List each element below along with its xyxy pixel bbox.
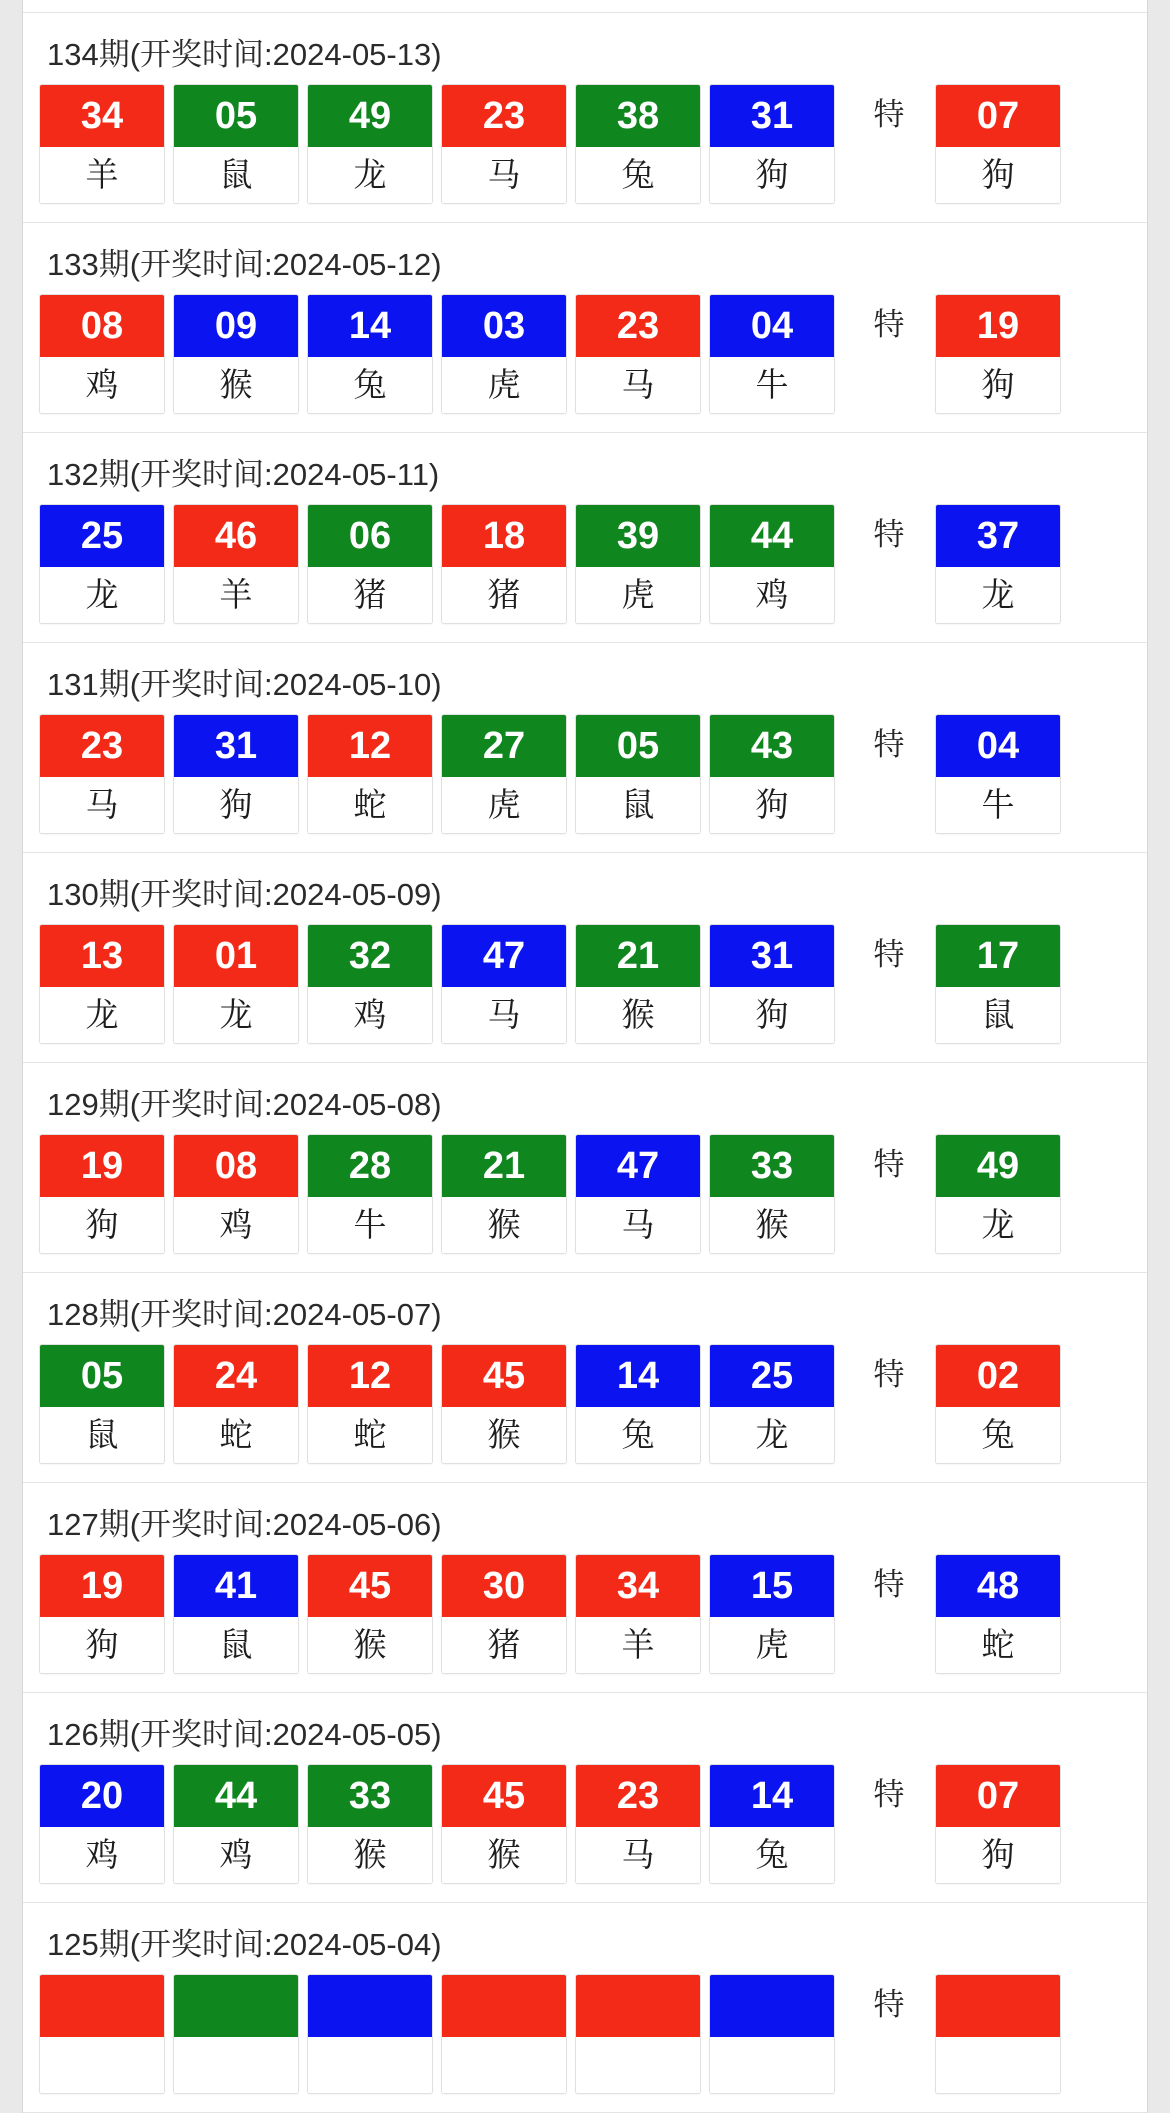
ball [39, 924, 165, 1044]
draw-numbers [23, 1974, 1147, 2112]
draw-row [23, 13, 1147, 223]
draw-header: 133期(开奖时间:2024-05-12) [47, 247, 442, 282]
ball [441, 924, 567, 1044]
draw-row [23, 433, 1147, 643]
ball [575, 1764, 701, 1884]
ball-number: 45 [308, 1555, 432, 1617]
special-label: 特 [873, 1357, 905, 1392]
ball-zodiac: 狗 [40, 1617, 164, 1673]
ball [39, 1134, 165, 1254]
ball-zodiac [174, 2037, 298, 2093]
ball [709, 504, 835, 624]
special-ball-zodiac: 兔 [936, 1407, 1060, 1463]
ball-number: 49 [308, 85, 432, 147]
ball-number: 45 [442, 1345, 566, 1407]
ball-zodiac: 羊 [576, 1617, 700, 1673]
draw-row [23, 1273, 1147, 1483]
ball-zodiac: 猴 [308, 1617, 432, 1673]
special-label: 特 [873, 727, 905, 762]
ball [709, 924, 835, 1044]
special-ball-zodiac: 狗 [936, 147, 1060, 203]
ball-number: 44 [174, 1765, 298, 1827]
ball [307, 1344, 433, 1464]
ball-number: 23 [40, 715, 164, 777]
ball [441, 1344, 567, 1464]
ball [709, 714, 835, 834]
ball-number: 31 [710, 85, 834, 147]
ball-number [174, 1975, 298, 2037]
draw-numbers [23, 924, 1147, 1062]
ball-zodiac: 鸡 [40, 357, 164, 413]
special-label: 特 [873, 1147, 905, 1182]
ball [709, 1974, 835, 2094]
ball-zodiac: 狗 [710, 777, 834, 833]
ball-zodiac: 狗 [174, 777, 298, 833]
ball [173, 1974, 299, 2094]
ball [307, 714, 433, 834]
draw-row [23, 1903, 1147, 2113]
special-ball [935, 1764, 1061, 1884]
special-ball-zodiac: 狗 [936, 357, 1060, 413]
ball-zodiac: 鸡 [174, 1827, 298, 1883]
ball-zodiac: 鼠 [40, 1407, 164, 1463]
ball-number: 23 [576, 295, 700, 357]
ball-zodiac: 鸡 [174, 1197, 298, 1253]
draw-numbers [23, 84, 1147, 222]
special-ball-number: 17 [936, 925, 1060, 987]
ball [709, 294, 835, 414]
ball [173, 1344, 299, 1464]
special-label: 特 [873, 307, 905, 342]
special-ball [935, 1344, 1061, 1464]
ball-zodiac [576, 2037, 700, 2093]
ball-number: 12 [308, 715, 432, 777]
special-ball [935, 1134, 1061, 1254]
ball-number: 21 [442, 1135, 566, 1197]
ball-zodiac: 兔 [710, 1827, 834, 1883]
ball-number: 23 [442, 85, 566, 147]
ball-number: 24 [174, 1345, 298, 1407]
ball-zodiac: 龙 [40, 987, 164, 1043]
ball-zodiac: 猪 [442, 1617, 566, 1673]
ball-number: 18 [442, 505, 566, 567]
ball-zodiac: 鼠 [576, 777, 700, 833]
special-ball-number: 07 [936, 1765, 1060, 1827]
ball-zodiac: 狗 [710, 987, 834, 1043]
ball [709, 1554, 835, 1674]
ball-zodiac: 马 [40, 777, 164, 833]
special-ball-zodiac: 狗 [936, 1827, 1060, 1883]
ball [39, 1764, 165, 1884]
ball-number: 47 [442, 925, 566, 987]
ball-number: 06 [308, 505, 432, 567]
sheet-top-divider [23, 0, 1147, 13]
ball [39, 294, 165, 414]
ball-number: 14 [710, 1765, 834, 1827]
draw-numbers [23, 294, 1147, 432]
ball-zodiac: 猪 [308, 567, 432, 623]
ball-zodiac: 兔 [576, 147, 700, 203]
ball [307, 84, 433, 204]
ball-zodiac: 猴 [308, 1827, 432, 1883]
draw-numbers [23, 1344, 1147, 1482]
ball-zodiac: 虎 [576, 567, 700, 623]
ball-zodiac: 虎 [710, 1617, 834, 1673]
ball-number: 08 [174, 1135, 298, 1197]
ball-zodiac: 马 [576, 1827, 700, 1883]
ball-number: 25 [710, 1345, 834, 1407]
ball [441, 1134, 567, 1254]
ball-zodiac: 蛇 [308, 1407, 432, 1463]
ball [709, 1134, 835, 1254]
draw-header: 125期(开奖时间:2024-05-04) [47, 1927, 442, 1962]
special-ball-zodiac: 龙 [936, 1197, 1060, 1253]
ball-zodiac: 龙 [174, 987, 298, 1043]
ball [307, 924, 433, 1044]
ball-number [40, 1975, 164, 2037]
draw-header: 128期(开奖时间:2024-05-07) [47, 1297, 442, 1332]
ball-number: 21 [576, 925, 700, 987]
ball-zodiac [40, 2037, 164, 2093]
special-ball [935, 294, 1061, 414]
ball [307, 504, 433, 624]
ball-zodiac: 猪 [442, 567, 566, 623]
ball [441, 84, 567, 204]
ball-zodiac: 鸡 [710, 567, 834, 623]
ball-number: 28 [308, 1135, 432, 1197]
special-ball [935, 84, 1061, 204]
ball-zodiac: 鸡 [308, 987, 432, 1043]
ball-number: 19 [40, 1135, 164, 1197]
ball-zodiac: 羊 [174, 567, 298, 623]
ball-zodiac: 牛 [710, 357, 834, 413]
ball [575, 1974, 701, 2094]
draw-numbers [23, 1554, 1147, 1692]
ball [575, 294, 701, 414]
special-ball [935, 1974, 1061, 2094]
ball [173, 714, 299, 834]
ball [307, 1764, 433, 1884]
special-ball [935, 924, 1061, 1044]
ball-zodiac: 兔 [576, 1407, 700, 1463]
ball-number [308, 1975, 432, 2037]
ball-zodiac: 猴 [174, 357, 298, 413]
ball-zodiac: 狗 [40, 1197, 164, 1253]
ball-zodiac: 龙 [40, 567, 164, 623]
ball-zodiac: 猴 [442, 1407, 566, 1463]
draw-row [23, 853, 1147, 1063]
special-ball-number: 04 [936, 715, 1060, 777]
special-ball [935, 714, 1061, 834]
ball [307, 1554, 433, 1674]
ball-zodiac: 虎 [442, 777, 566, 833]
ball-zodiac: 蛇 [174, 1407, 298, 1463]
ball-number: 39 [576, 505, 700, 567]
draw-header: 130期(开奖时间:2024-05-09) [47, 877, 442, 912]
draw-header: 126期(开奖时间:2024-05-05) [47, 1717, 442, 1752]
ball-number: 25 [40, 505, 164, 567]
ball [39, 504, 165, 624]
ball-number: 05 [174, 85, 298, 147]
draw-row [23, 1483, 1147, 1693]
ball-zodiac: 鼠 [174, 147, 298, 203]
ball-zodiac: 狗 [710, 147, 834, 203]
ball [441, 1554, 567, 1674]
draw-header: 129期(开奖时间:2024-05-08) [47, 1087, 442, 1122]
ball-number: 13 [40, 925, 164, 987]
ball-number: 43 [710, 715, 834, 777]
special-ball-number: 37 [936, 505, 1060, 567]
ball-number: 31 [710, 925, 834, 987]
ball-number: 27 [442, 715, 566, 777]
draw-row [23, 223, 1147, 433]
special-label: 特 [873, 97, 905, 132]
ball-number: 03 [442, 295, 566, 357]
ball [441, 504, 567, 624]
special-ball-zodiac: 牛 [936, 777, 1060, 833]
special-label: 特 [873, 1777, 905, 1812]
ball-zodiac: 蛇 [308, 777, 432, 833]
ball [173, 294, 299, 414]
ball-number: 14 [308, 295, 432, 357]
ball [307, 1974, 433, 2094]
ball-number: 34 [576, 1555, 700, 1617]
ball-zodiac [308, 2037, 432, 2093]
special-label: 特 [873, 1567, 905, 1602]
ball [575, 924, 701, 1044]
ball-number: 09 [174, 295, 298, 357]
special-ball-zodiac: 鼠 [936, 987, 1060, 1043]
ball [709, 84, 835, 204]
ball-zodiac [442, 2037, 566, 2093]
ball-zodiac: 鼠 [174, 1617, 298, 1673]
ball-number: 47 [576, 1135, 700, 1197]
ball-zodiac: 龙 [308, 147, 432, 203]
ball-number [576, 1975, 700, 2037]
draw-numbers [23, 504, 1147, 642]
ball-number: 33 [308, 1765, 432, 1827]
ball-zodiac: 牛 [308, 1197, 432, 1253]
ball-number: 44 [710, 505, 834, 567]
draw-numbers [23, 1764, 1147, 1902]
ball-number: 41 [174, 1555, 298, 1617]
draw-numbers [23, 714, 1147, 852]
special-ball-zodiac [936, 2037, 1060, 2093]
ball-zodiac: 猴 [710, 1197, 834, 1253]
special-ball-number: 07 [936, 85, 1060, 147]
ball [39, 1554, 165, 1674]
ball-number: 45 [442, 1765, 566, 1827]
special-ball-number [936, 1975, 1060, 2037]
ball-zodiac: 马 [576, 1197, 700, 1253]
ball-number [442, 1975, 566, 2037]
ball [575, 504, 701, 624]
ball [173, 504, 299, 624]
special-label: 特 [873, 517, 905, 552]
draw-row [23, 1063, 1147, 1273]
ball-number: 01 [174, 925, 298, 987]
ball [575, 84, 701, 204]
ball [441, 294, 567, 414]
special-ball-number: 48 [936, 1555, 1060, 1617]
ball [173, 1554, 299, 1674]
draw-numbers [23, 1134, 1147, 1272]
ball-zodiac: 龙 [710, 1407, 834, 1463]
special-ball-number: 02 [936, 1345, 1060, 1407]
ball-number: 30 [442, 1555, 566, 1617]
ball-number: 19 [40, 1555, 164, 1617]
draw-row [23, 643, 1147, 853]
ball-number: 04 [710, 295, 834, 357]
ball-number: 31 [174, 715, 298, 777]
ball-number [710, 1975, 834, 2037]
ball-number: 08 [40, 295, 164, 357]
ball [709, 1344, 835, 1464]
ball [39, 1344, 165, 1464]
ball-zodiac [710, 2037, 834, 2093]
draw-header: 132期(开奖时间:2024-05-11) [47, 457, 440, 492]
ball [575, 714, 701, 834]
ball-number: 32 [308, 925, 432, 987]
ball [173, 84, 299, 204]
ball [441, 714, 567, 834]
ball [575, 1134, 701, 1254]
ball-number: 14 [576, 1345, 700, 1407]
ball-number: 23 [576, 1765, 700, 1827]
ball-number: 12 [308, 1345, 432, 1407]
ball-number: 05 [40, 1345, 164, 1407]
special-ball-number: 19 [936, 295, 1060, 357]
ball-number: 15 [710, 1555, 834, 1617]
ball-number: 33 [710, 1135, 834, 1197]
draw-list [23, 13, 1147, 2113]
draw-header: 127期(开奖时间:2024-05-06) [47, 1507, 442, 1542]
ball [709, 1764, 835, 1884]
ball [39, 714, 165, 834]
ball [575, 1344, 701, 1464]
ball-zodiac: 猴 [442, 1827, 566, 1883]
ball [39, 84, 165, 204]
ball [173, 1764, 299, 1884]
special-ball [935, 1554, 1061, 1674]
ball [307, 1134, 433, 1254]
ball-zodiac: 羊 [40, 147, 164, 203]
special-ball [935, 504, 1061, 624]
special-label: 特 [873, 1987, 905, 2022]
special-ball-zodiac: 龙 [936, 567, 1060, 623]
ball-number: 20 [40, 1765, 164, 1827]
ball-zodiac: 猴 [442, 1197, 566, 1253]
draw-header: 134期(开奖时间:2024-05-13) [47, 37, 442, 72]
ball-zodiac: 虎 [442, 357, 566, 413]
ball-zodiac: 马 [442, 987, 566, 1043]
ball-zodiac: 兔 [308, 357, 432, 413]
ball-number: 34 [40, 85, 164, 147]
special-ball-number: 49 [936, 1135, 1060, 1197]
ball [307, 294, 433, 414]
ball-zodiac: 马 [576, 357, 700, 413]
ball [441, 1764, 567, 1884]
ball-number: 46 [174, 505, 298, 567]
ball-number: 05 [576, 715, 700, 777]
ball-zodiac: 鸡 [40, 1827, 164, 1883]
special-label: 特 [873, 937, 905, 972]
ball [173, 1134, 299, 1254]
draw-header: 131期(开奖时间:2024-05-10) [47, 667, 442, 702]
draw-row [23, 1693, 1147, 1903]
ball [441, 1974, 567, 2094]
ball-number: 38 [576, 85, 700, 147]
special-ball-zodiac: 蛇 [936, 1617, 1060, 1673]
ball [39, 1974, 165, 2094]
ball [575, 1554, 701, 1674]
ball-zodiac: 马 [442, 147, 566, 203]
ball-zodiac: 猴 [576, 987, 700, 1043]
results-sheet [22, 0, 1148, 2113]
ball [173, 924, 299, 1044]
